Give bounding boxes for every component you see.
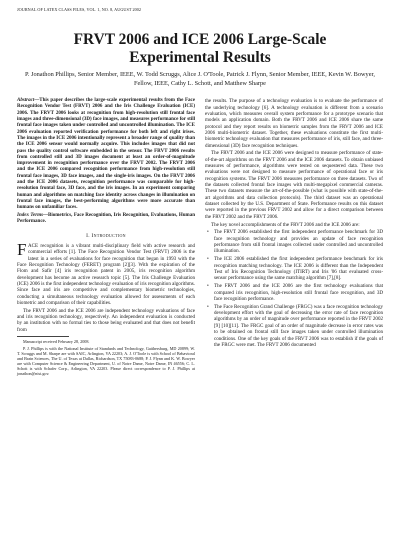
intro-paragraph-1-text: ACE recognition is a vibrant multi-disciplinary field with active research and commercial efforts [1]. The Face Recognition Vendor Test (FRVT) 2006 is the latest in a series of evaluations for face recognition that began in 1993 with the Face Recognition Technology (FERET) program [2][3]. With the expiration of the Flom and Safir [4] iris recognition patent in 2005, iris recognition algorithm development has become an active research topic [5]. The Iris Challenge Evaluation (ICE) 2006 is the first independent technology evaluation of iris recognition algorithms. Since face and iris are competitive and complementary biometric technologies, conducting a simultaneous technology evaluation allowed for assessments of each biometric and comparison of their capabilities.	[17, 242, 195, 306]
footnote-rule	[17, 336, 69, 337]
running-head: JOURNAL OF LATEX CLASS FILES, VOL. 1, NO. 8, AUGUST 2002	[17, 7, 142, 12]
index-terms	[17, 213, 195, 226]
left-column	[17, 98, 195, 377]
two-column-body	[17, 98, 383, 377]
paper-title: FRVT 2006 and ICE 2006 Large-Scale Experimental Results	[73, 31, 327, 66]
drop-cap: F	[17, 240, 27, 260]
footnote-received: Manuscript received February 28, 2008.	[23, 339, 90, 345]
abstract-text: —This paper describes the large-scale experimental results from the Face Recognition Vendor Test (FRVT) 2006 and the Iris Challenge Evaluation (ICE) 2006. The FRVT 2006 looks at recognition from high-resolution still frontal face images and three-dimensional (3D) face images, and measures performance for still frontal face images taken under controlled and uncontrolled illumination. The ICE 2006 evaluation reported verification performance for both left and right irises. The images in the ICE 2006 intentionally represent a broader range of quality than the ICE 2006 sensor would normally acquire. This includes images that did not pass the quality control software embedded in the sensor. The FRVT 2006 results from controlled still and 3D images document at least an order-of-magnitude improvement in recognition performance over the FRVT 2002. The FRVT 2006 and the ICE 2006 compared recognition performance from high-resolution still frontal face images, 3D face images, and the single-iris images. On the FRVT 2006 and the ICE 2006 datasets, recognition performance was comparable for high-resolution frontal face, 3D face, and the iris images. In an experiment comparing human and algorithms on matching face identity across changes in illumination on frontal face images, the best-performing algorithms were more accurate than humans on unfamiliar faces.	[17, 98, 195, 211]
right-paragraph-3: The key novel accomplishments of the FRVT 2006 and the ICE 2006 are:	[211, 221, 360, 228]
footnote-affiliations: P. J. Phillips is with the National Institute of Standards and Technology, Gaithersburg, MD 20899; W. T. Scruggs and M. Sharpe are with SAIC, Arlington, VA 22203; A. J. O'Toole is with School of Behavioral and Brain Sciences, The U. of Texas at Dallas, Richardson, TX 75083-0688; P. J. Flynn and K. W. Bowyer are with Computer Science & Engineering Department, U. of Notre Dame, Notre Dame, IN 46556; C. L. Schott is with Schafer Corp., Arlington, VA 22203. Please direct correspondence to P. J. Phillips at jonathon@nist.gov.	[17, 345, 195, 377]
index-terms-text: —Biometrics, Face Recognition, Iris Recognition, Evaluations, Human Performance.	[17, 212, 195, 225]
index-terms-label: Index Terms	[17, 212, 44, 218]
intro-paragraph-2: The FRVT 2006 and the ICE 2006 are independent technology evaluations of face and iris recognition technology, respectively. An independent evaluation is conducted by an institution with no formal ties to those being evaluated and that does not benefit from	[17, 307, 195, 333]
abstract-label: Abstract	[17, 98, 35, 104]
right-column	[205, 98, 383, 377]
right-paragraph-2: The FRVT 2006 and the ICE 2006 were designed to measure performance of state-of-the-art algorithms on the FRVT 2006 and the ICE 2006 datasets. To obtain unbiased measures of performance, algorithms were tested on sequestered data. These two evaluations were not designed to measure performance of operational face or iris recognition systems. The FRVT 2006 measures performance on three datasets. Two of the datasets collected frontal face images with multi-megapixel commercial cameras. These two datasets measure the art-of-the-possible (what is possible with state-of-the-art algorithms and data collection protocols). The third dataset was an operational dataset collected by the U.S. Department of State. Performance results on this dataset were reported in the previous FRVT 2002 and allow for a direct comparison between the FRVT 2002 and the FRVT 2006.	[205, 150, 383, 220]
abstract	[17, 98, 195, 211]
list-item: • The FRVT 2006 and the ICE 2006 are the first technology evaluations that compared iris recognition, high-resolution still frontal face recognition, and 3D face recognition performance.	[214, 283, 383, 302]
intro-paragraph-1	[17, 240, 195, 306]
list-item: • The FRVT 2006 established the first independent performance benchmark for 3D face recognition technology and provides an update of face recognition performance from still frontal images collected under controlled and uncontrolled illumination.	[214, 229, 383, 254]
list-item: • The Face Recognition Grand Challenge (FRGC) was a face recognition technology development effort with the goal of decreasing the error rate of face recognition algorithms by an order of magnitude over performance reported in the FRVT 2002 [9] [10][11]. The FRGC goal of an order of magnitude decrease in error rates was to be obtained on frontal still face images taken under controlled illumination conditions. One of the key goals of the FRVT 2006 was to establish if the goals of the FRGC were met. The FRVT 2006 documented	[214, 304, 383, 348]
accomplishments-list	[205, 229, 383, 348]
section-heading-introduction: I. Introduction	[86, 232, 126, 239]
right-paragraph-1: the results. The purpose of a technology evaluation is to evaluate the performance of the underlying technology [6]. A technology evaluation is different from a scenario evaluation, which measures overall system performance for a prototype scenario that models an application domain. Both the FRVT 2006 and ICE 2006 share the same protocol and they report results on biometric samples from the FRVT 2006 and ICE 2006 multi-biometric dataset. Together, these evaluations constitute the first multi-biometric technology evaluation that measures performance of iris, still face, and three-dimensional (3D) face recognition techniques.	[205, 98, 383, 149]
list-item: • The ICE 2006 established the first independent performance benchmark for iris recognition matching technology. The ICE 2006 is different than the Independent Test of Iris Recognition Technology (ITIRT) and Iris '06 that evaluated cross-sensor performance using the same matching algorithm [7],[8].	[214, 256, 383, 281]
author-list: P. Jonathon Phillips, Senior Member, IEEE, W. Todd Scruggs, Alice J. O'Toole, Patrick J. Flynn, Senior Member, IEEE, Kevin W. Bowyer, Fellow, IEEE, Cathy L. Schott, and Matthew Sharpe	[25, 71, 375, 87]
